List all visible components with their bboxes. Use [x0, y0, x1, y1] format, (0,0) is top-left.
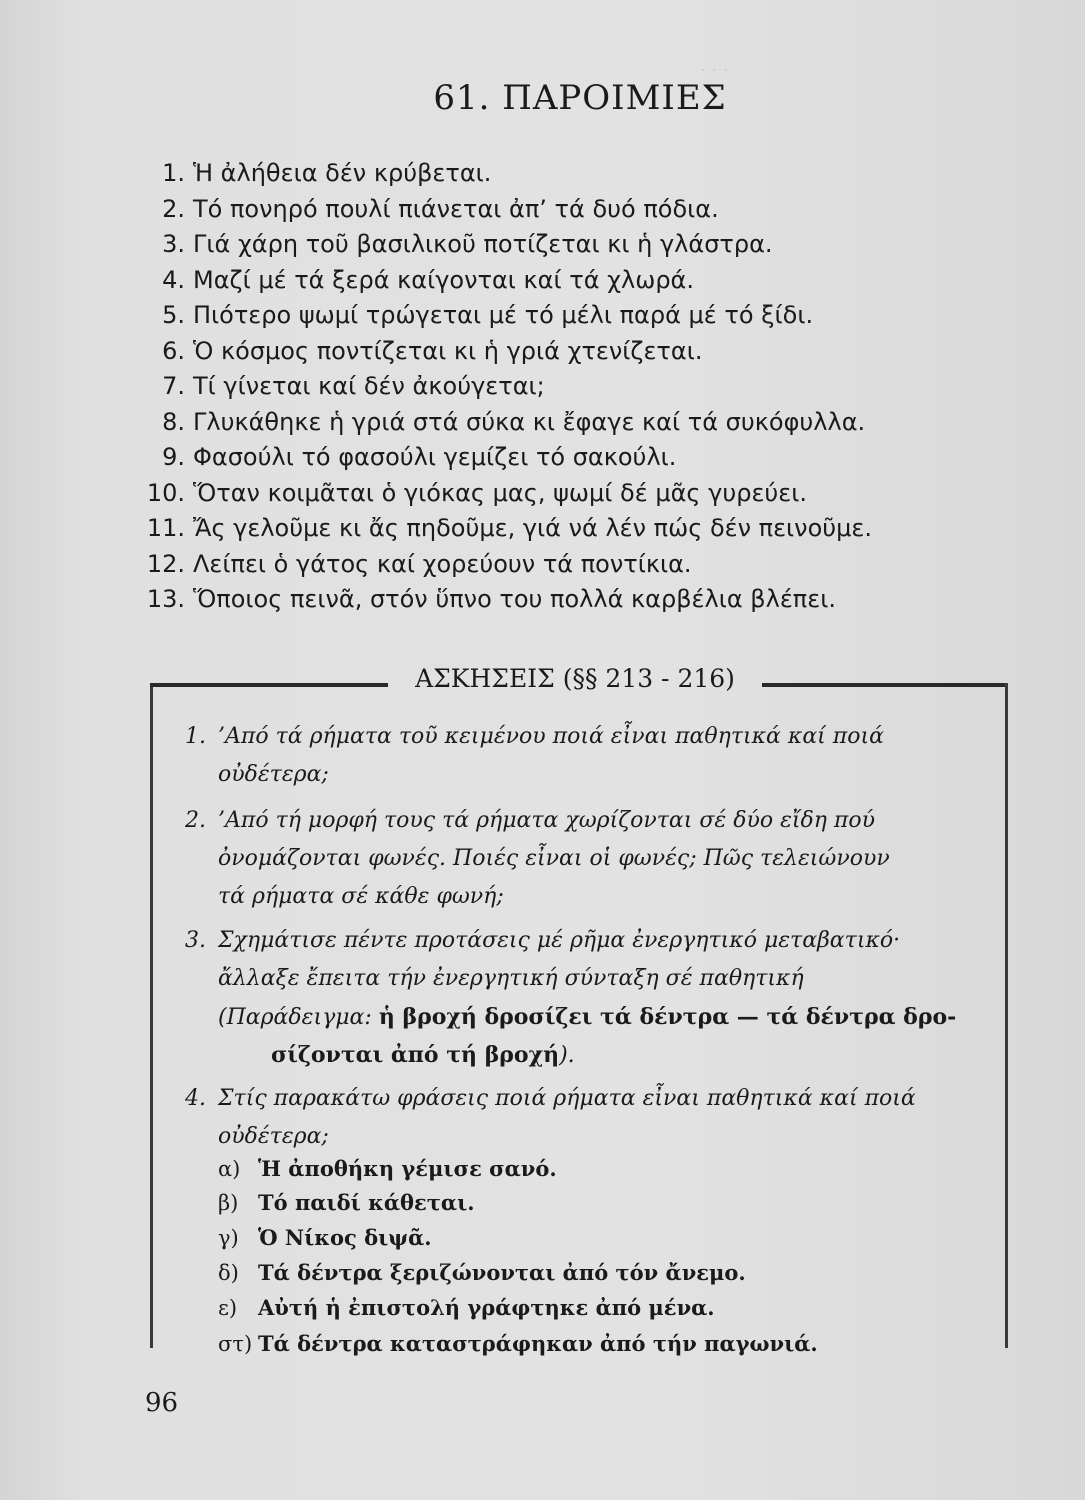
list-item: 8. Γλυκάθηκε ἡ γριά στά σύκα κι ἔφαγε καί τά συκόφυλλα.	[162, 407, 866, 436]
exercise-4-item: ε) Αὐτή ἡ ἐπιστολή γράφτηκε ἀπό μένα.	[218, 1295, 715, 1320]
list-item: 13. Ὅποιος πεινᾶ, στόν ὕπνο του πολλά καρβέλια βλέπει.	[146, 585, 836, 613]
box-top-rule-left	[150, 683, 388, 687]
exercise-4-item: δ) Τά δέντρα ξεριζώνονται ἀπό τόν ἄνεμο.	[218, 1260, 746, 1285]
list-item: 2. Τό πονηρό πουλί πιάνεται ἀπ’ τά δυό πόδια.	[162, 194, 719, 223]
exercise-4-item: β) Τό παιδί κάθεται.	[218, 1190, 475, 1215]
exercise-4-item: α) Ἡ ἀποθήκη γέμισε σανό.	[218, 1156, 557, 1181]
list-item: 12. Λείπει ὁ γάτος καί χορεύουν τά ποντίκια.	[146, 549, 692, 578]
book-page: · · · 61. ΠΑΡΟΙΜΙΕΣ 1. Ἡ ἀλήθεια δέν κρύβεται. 2. Τό πονηρό πουλί πιάνεται ἀπ’ τά δυό πόδια. 3. Γιά χάρη τοῦ βασιλικοῦ ποτίζεται κι ἡ γλάστρα. 4. Μαζί μέ τά ξερά καίγονται καί τά χλωρά. 5. Πιότερο ψωμί τρώγεται μέ τό μέλι παρά μέ τό ξίδι. 6. Ὁ κόσμος ποντίζεται κι ἡ γριά χτενίζεται. 7. Τί γίνεται καί δέν ἀκούγεται; 8. Γλυκάθηκε ἡ γριά στά σύκα κι ἔφαγε καί τά συκόφυλλα. 9. Φασούλι τό φασούλι γεμίζει τό σακούλι. 10. Ὅταν κοιμᾶται ὁ γιόκας μας, ψωμί δέ μᾶς γυρεύει. 11. Ἄς γελοῦμε κι ἄς πηδοῦμε, γιά νά λέν πώς δέν πεινοῦμε. 12. Λείπει ὁ γάτος καί χορεύουν τά ποντίκια. 13. Ὅποιος πεινᾶ, στόν ὕπνο του πολλά καρβέλια βλέπει. ΑΣΚΗΣΕΙΣ (§§ 213 - 216) 1. ’Από τά ρήματα τοῦ κειμένου ποιά εἶναι παθητικά καί ποιά οὐδέτερα; 2. ’Από τή μορφή τους τά ρήματα χωρίζονται σέ δύο εἴδη πού ὀνομάζονται φωνές. Ποιές εἶναι οἱ φωνές; Πῶς τελειώνουν τά ρήματα σέ κάθε φωνή; 3. Σχημάτισε πέντε προτάσεις μέ ρῆμα ἐνεργητικό μεταβατικό· ἄλλαξε ἔπειτα τήν ἐνεργητική σύνταξη σέ παθητική (Παράδειγμα: ἡ βροχή δροσίζει τά δέντρα — τά δέντρα δρο- σίζονται ἀπό τή βροχή). 4. Στίς παρακάτω φράσεις ποιά ρήματα εἶναι παθητικά καί ποιά οὐδέτερα; α) Ἡ ἀποθήκη γέμισε σανό. β) Τό παιδί κάθεται. γ) Ὁ Νίκος διψᾶ. δ) Τά δέντρα ξεριζώνονται ἀπό τόν ἄνεμο. ε) Αὐτή ἡ ἐπιστολή γράφτηκε ἀπό μένα. στ) Τά δέντρα καταστράφηκαν ἀπό τήν παγωνιά. 96	[0, 0, 1085, 1500]
exercise-4-item: γ) Ὁ Νίκος διψᾶ.	[218, 1225, 432, 1250]
box-top-rule-right	[762, 683, 1005, 687]
list-item: 7. Τί γίνεται καί δέν ἀκούγεται;	[162, 372, 545, 400]
list-item: 5. Πιότερο ψωμί τρώγεται μέ τό μέλι παρά μέ τό ξίδι.	[162, 301, 814, 329]
list-item: 3. Γιά χάρη τοῦ βασιλικοῦ ποτίζεται κι ἡ γλάστρα.	[162, 230, 773, 258]
proverbs-list	[130, 156, 872, 618]
list-item: 4. Μαζί μέ τά ξερά καίγονται καί τά χλωρά.	[162, 265, 694, 294]
bleed-through: · · ·	[700, 60, 729, 81]
list-item: 6. Ὁ κόσμος ποντίζεται κι ἡ γριά χτενίζεται.	[162, 336, 703, 365]
list-item: 11. Ἄς γελοῦμε κι ἄς πηδοῦμε, γιά νά λέν πώς δέν πεινοῦμε.	[146, 514, 873, 542]
list-item: 1. Ἡ ἀλήθεια δέν κρύβεται.	[162, 159, 492, 187]
list-item: 10. Ὅταν κοιμᾶται ὁ γιόκας μας, ψωμί δέ μᾶς γυρεύει.	[146, 478, 808, 507]
page-number: 96	[145, 1388, 179, 1418]
exercise-4-item: στ) Τά δέντρα καταστράφηκαν ἀπό τήν παγωνιά.	[218, 1331, 818, 1356]
exercises-heading: ΑΣΚΗΣΕΙΣ (§§ 213 - 216)	[415, 664, 735, 693]
list-item: 9. Φασούλι τό φασούλι γεμίζει τό σακούλι.	[162, 443, 677, 471]
page-title: 61. ΠΑΡΟΙΜΙΕΣ	[433, 78, 727, 118]
